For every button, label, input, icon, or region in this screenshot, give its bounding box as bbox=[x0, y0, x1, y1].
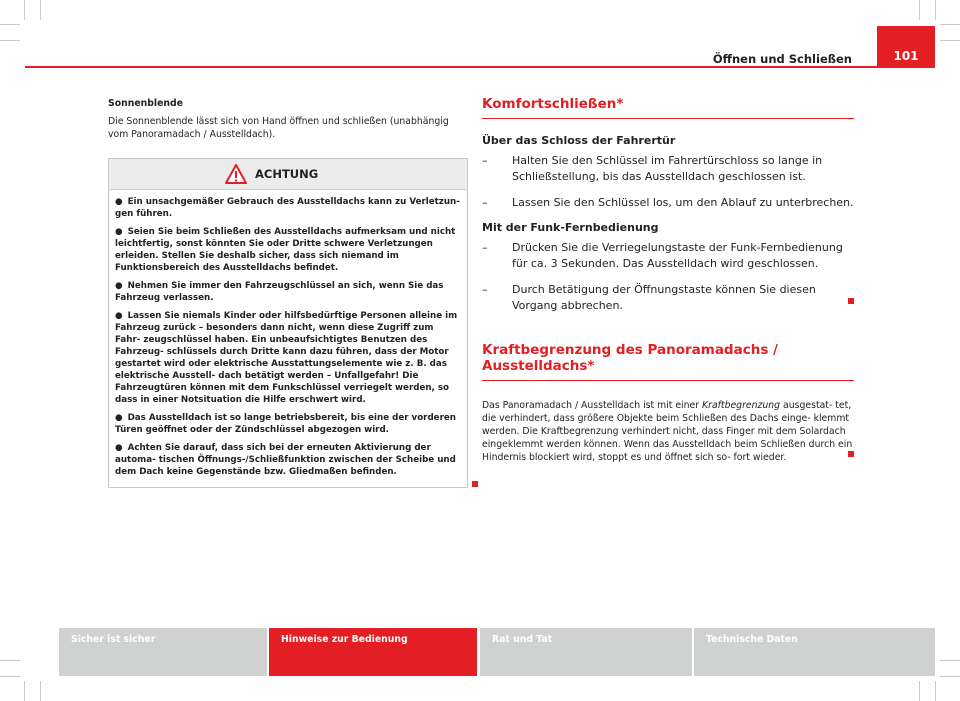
warning-item-text: Seien Sie beim Schließen des Ausstelldachs aufmerksam und nicht leichtfertig, sonst könnten Sie oder Dritte schwere Verletzungen erleiden. Stellen Sie deshalb sicher, dass sich niemand im Funktionsbereich des Ausstelldachs befindet. bbox=[115, 227, 456, 273]
crop-mark bbox=[935, 681, 936, 701]
crop-mark bbox=[919, 0, 920, 20]
crop-mark bbox=[0, 40, 20, 41]
bullet: ● bbox=[115, 227, 123, 237]
list-item bbox=[482, 153, 854, 185]
section-end-marker bbox=[472, 481, 478, 487]
footer-tab-label: Sicher ist sicher bbox=[71, 634, 156, 645]
crop-mark bbox=[24, 681, 25, 701]
warning-item bbox=[115, 196, 461, 220]
dash: – bbox=[482, 154, 488, 167]
warning-item-text: Achten Sie darauf, dass sich bei der erneuten Aktivierung der automa- tischen Öffnungs-/Schließfunktion zwischen der Scheibe und dem Dach keine Gegenstände bzw. Gliedmaßen befinden. bbox=[115, 443, 456, 477]
header-rule bbox=[25, 66, 935, 68]
crop-mark bbox=[40, 0, 41, 20]
bullet: ● bbox=[115, 443, 123, 453]
warning-header bbox=[109, 159, 467, 190]
crop-mark bbox=[940, 676, 960, 677]
dash: – bbox=[482, 196, 488, 209]
list-item bbox=[482, 195, 854, 211]
force-limit-term: Kraftbegrenzung bbox=[702, 400, 781, 411]
list-item bbox=[482, 282, 854, 314]
list-item-text: Drücken Sie die Verriegelungstaste der Funk-Fernbedienung für ca. 3 Sekunden. Das Ausstelldach wird geschlossen. bbox=[512, 241, 843, 270]
section-end-marker bbox=[848, 451, 854, 457]
crop-mark bbox=[0, 676, 20, 677]
footer-tab-technical-data[interactable] bbox=[694, 628, 935, 676]
footer-tab-advice[interactable] bbox=[480, 628, 692, 676]
dash: – bbox=[482, 241, 488, 254]
section-end-marker bbox=[848, 298, 854, 304]
warning-item bbox=[115, 280, 461, 304]
dash: – bbox=[482, 283, 488, 296]
warning-item-text: Lassen Sie niemals Kinder oder hilfsbedürftige Personen alleine im Fahrzeug zurück – besonders dann nicht, wenn diese Zugriff zum Fahr- zeugschlüssel haben. Ein unbeaufsichtigtes Benutzen des Fahrzeug- schlüssels durch Dritte kann dazu führen, dass der Motor gestartet wird oder elektrische Ausstattungselemente wie z. B. das elektrische Ausstell- dach betätigt werden – Unfallgefahr! Die Fahrzeugtüren können mit dem Funkschlüssel verriegelt werden, so dass in einer Notsituation die Hilfe erschwert wird. bbox=[115, 311, 458, 405]
crop-mark bbox=[0, 660, 20, 661]
crop-mark bbox=[919, 681, 920, 701]
force-limit-text-start: Das Panoramadach / Ausstelldach ist mit einer bbox=[482, 400, 703, 411]
footer-tab-label: Hinweise zur Bedienung bbox=[281, 634, 408, 645]
crop-mark bbox=[940, 24, 960, 25]
warning-item bbox=[115, 310, 461, 406]
crop-mark bbox=[935, 0, 936, 20]
list-item-text: Durch Betätigung der Öffnungstaste können Sie diesen Vorgang abbrechen. bbox=[512, 283, 816, 312]
warning-item bbox=[115, 412, 461, 436]
list-item bbox=[482, 240, 854, 272]
crop-mark bbox=[40, 681, 41, 701]
warning-item-text: Nehmen Sie immer den Fahrzeugschlüssel an sich, wenn Sie das Fahrzeug verlassen. bbox=[115, 281, 444, 303]
warning-title: ACHTUNG bbox=[255, 167, 319, 181]
sunshade-section bbox=[108, 98, 468, 141]
warning-item-text: Ein unsachgemäßer Gebrauch des Ausstelldachs kann zu Verletzun- gen führen. bbox=[115, 197, 460, 219]
list-item-text: Lassen Sie den Schlüssel los, um den Ablauf zu unterbrechen. bbox=[512, 196, 854, 209]
force-limit-text bbox=[482, 399, 854, 464]
crop-mark bbox=[940, 40, 960, 41]
bullet: ● bbox=[115, 311, 123, 321]
warning-item bbox=[115, 226, 461, 274]
force-limit-title: Kraftbegrenzung des Panoramadachs / Ausstelldachs* bbox=[482, 342, 854, 381]
footer-tab-safety[interactable] bbox=[59, 628, 267, 676]
bullet: ● bbox=[115, 197, 123, 207]
warning-box bbox=[108, 158, 468, 488]
page-number: 101 bbox=[893, 49, 919, 63]
sunshade-text: Die Sonnenblende lässt sich von Hand öffnen und schließen (unabhängig vom Panoramadach / Ausstelldach). bbox=[108, 116, 449, 140]
page-header-title: Öffnen und Schließen bbox=[712, 52, 852, 66]
footer-tab-operation[interactable] bbox=[269, 628, 477, 676]
footer-tab-label: Rat und Tat bbox=[492, 634, 553, 645]
bullet: ● bbox=[115, 281, 123, 291]
page-number-box bbox=[877, 26, 935, 68]
warning-item-text: Das Ausstelldach ist so lange betriebsbereit, bis eine der vorderen Türen geöffnet oder der Zündschlüssel abgezogen wird. bbox=[115, 413, 456, 435]
sunshade-heading: Sonnenblende bbox=[108, 98, 183, 109]
comfort-section bbox=[482, 96, 854, 464]
comfort-title: Komfortschließen* bbox=[482, 96, 854, 119]
bullet: ● bbox=[115, 413, 123, 423]
crop-mark bbox=[24, 0, 25, 20]
warning-body bbox=[109, 190, 467, 478]
warning-item bbox=[115, 442, 461, 478]
warning-triangle-icon bbox=[225, 164, 247, 184]
crop-mark bbox=[940, 660, 960, 661]
force-limit-text-end: ausgestat- tet, die verhindert, dass größere Objekte beim Schließen des Dachs einge- klemmt werden. Die Kraftbegrenzung verhindert nicht, dass Finger mit dem Solardach eingeklemmt werden können. Wenn das Ausstelldach beim Schließen durch ein Hindernis blockiert wird, stoppt es und öffnet sich so- fort wieder. bbox=[482, 400, 853, 463]
footer-tab-label: Technische Daten bbox=[706, 634, 798, 645]
list-item-text: Halten Sie den Schlüssel im Fahrertürschloss so lange in Schließstellung, bis das Ausstelldach geschlossen ist. bbox=[512, 154, 823, 183]
lock-heading: Über das Schloss der Fahrertür bbox=[482, 134, 676, 147]
remote-heading: Mit der Funk-Fernbedienung bbox=[482, 221, 659, 234]
crop-mark bbox=[0, 24, 20, 25]
